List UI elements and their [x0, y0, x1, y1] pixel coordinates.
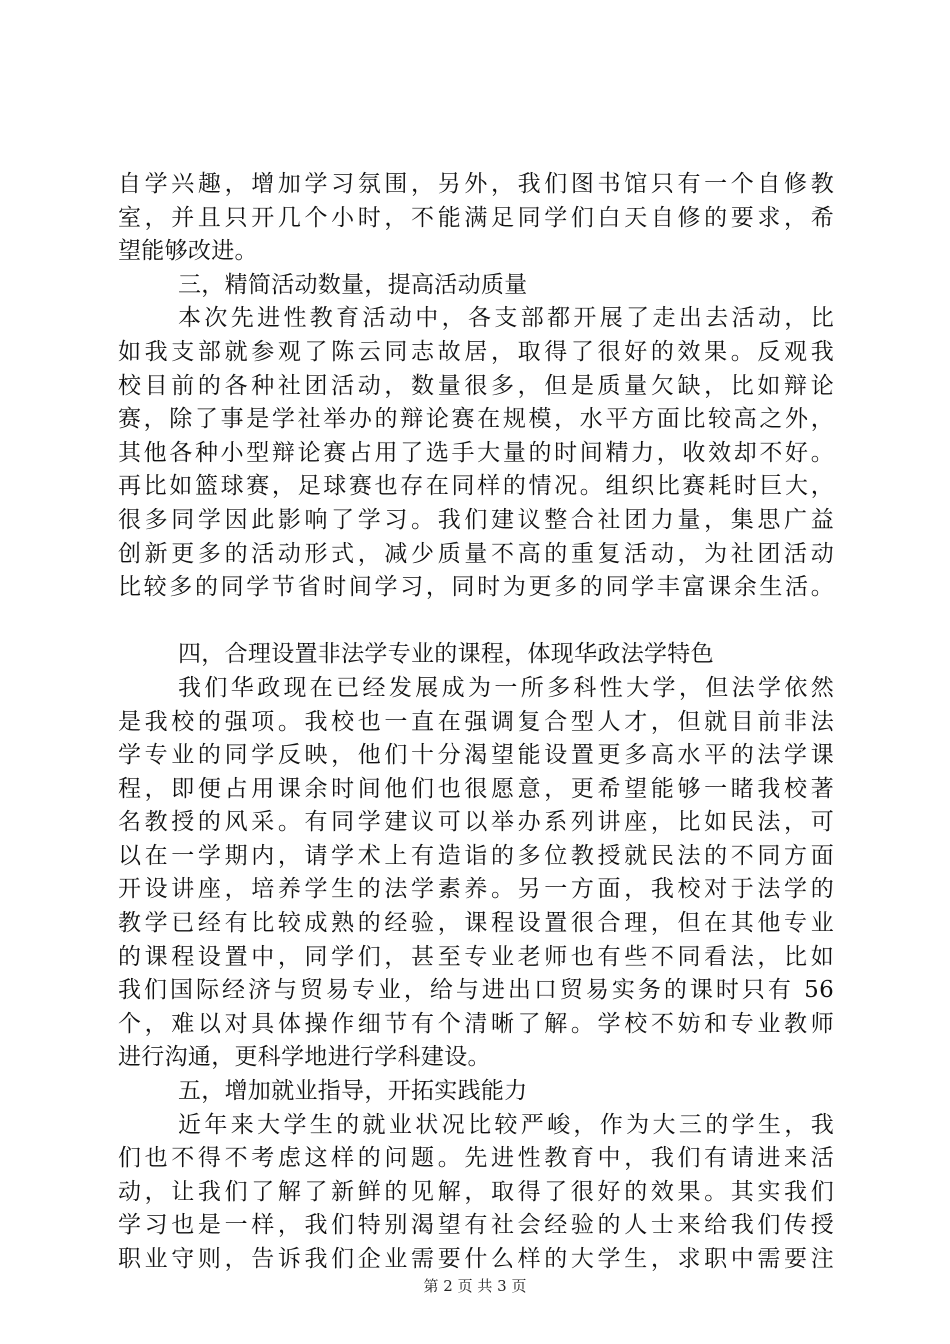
section-heading: 四，合理设置非法学专业的课程，体现华政法学特色	[178, 641, 714, 668]
text-line: 创新更多的活动形式，减少质量不高的重复活动，为社团活动	[118, 540, 834, 567]
text-line: 本次先进性教育活动中，各支部都开展了走出去活动，比	[178, 305, 834, 332]
text-line: 如我支部就参观了陈云同志故居，取得了很好的效果。反观我	[118, 338, 834, 365]
text-line: 程，即便占用课余时间他们也很愿意，更希望能够一睹我校著	[118, 775, 834, 802]
text-line: 个，难以对具体操作细节有个清晰了解。学校不妨和专业教师	[118, 1010, 834, 1037]
text-line: 以在一学期内，请学术上有造诣的多位教授就民法的不同方面	[118, 842, 834, 869]
document-body	[118, 168, 834, 1277]
text-line: 其他各种小型辩论赛占用了选手大量的时间精力，收效却不好。	[118, 439, 834, 466]
text-line: 很多同学因此影响了学习。我们建议整合社团力量，集思广益	[118, 506, 834, 533]
text-line: 近年来大学生的就业状况比较严峻，作为大三的学生，我	[178, 1111, 834, 1138]
text-line: 校目前的各种社团活动，数量很多，但是质量欠缺，比如辩论	[118, 372, 834, 399]
page-footer: 第 2 页 共 3 页	[423, 1277, 527, 1295]
text-line: 的课程设置中，同学们，甚至专业老师也有些不同看法，比如	[118, 943, 834, 970]
text-line: 望能够改进。	[118, 238, 258, 265]
text-line: 是我校的强项。我校也一直在强调复合型人才，但就目前非法	[118, 708, 834, 735]
text-line: 开设讲座，培养学生的法学素养。另一方面，我校对于法学的	[118, 876, 834, 903]
section-heading: 五，增加就业指导，开拓实践能力	[178, 1078, 528, 1105]
text-line: 教学已经有比较成熟的经验，课程设置很合理，但在其他专业	[118, 910, 834, 937]
text-line: 我们国际经济与贸易专业，给与进出口贸易实务的课时只有 56	[118, 977, 834, 1004]
text-line: 动，让我们了解了新鲜的见解，取得了很好的效果。其实我们	[118, 1178, 834, 1205]
blank-line	[118, 605, 834, 639]
text-line: 学习也是一样，我们特别渴望有社会经验的人士来给我们传授	[118, 1212, 834, 1239]
text-line: 名教授的风采。有同学建议可以举办系列讲座，比如民法，可	[118, 809, 834, 836]
text-line: 比较多的同学节省时间学习，同时为更多的同学丰富课余生活。	[118, 574, 834, 601]
text-line: 室，并且只开几个小时，不能满足同学们白天自修的要求，希	[118, 204, 834, 231]
text-line: 进行沟通，更科学地进行学科建设。	[118, 1044, 491, 1071]
text-line: 们也不得不考虑这样的问题。先进性教育中，我们有请进来活	[118, 1145, 834, 1172]
text-line: 赛，除了事是学社举办的辩论赛在规模，水平方面比较高之外，	[118, 406, 834, 433]
text-line: 职业守则，告诉我们企业需要什么样的大学生，求职中需要注	[118, 1246, 834, 1272]
text-line: 再比如篮球赛，足球赛也存在同样的情况。组织比赛耗时巨大，	[118, 473, 834, 500]
text-line: 我们华政现在已经发展成为一所多科性大学，但法学依然	[178, 674, 834, 701]
section-heading: 三，精简活动数量，提高活动质量	[178, 271, 528, 298]
text-line: 自学兴趣，增加学习氛围，另外，我们图书馆只有一个自修教	[118, 171, 834, 197]
text-line: 学专业的同学反映，他们十分渴望能设置更多高水平的法学课	[118, 742, 834, 769]
